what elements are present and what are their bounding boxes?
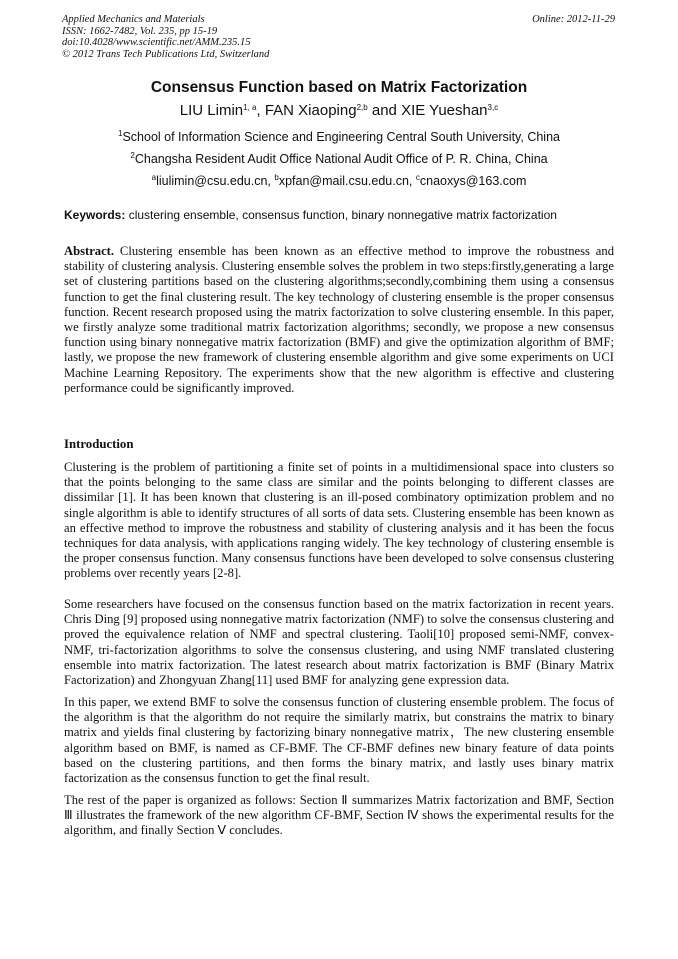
email-link[interactable]: xpfan@mail.csu.edu.cn, <box>278 174 416 188</box>
affiliation-superscript: 2 <box>130 151 135 160</box>
author-superscript: 1, a <box>243 103 257 112</box>
author-line <box>0 102 678 119</box>
email-superscript: a <box>151 173 157 182</box>
journal-name: Applied Mechanics and Materials <box>62 14 205 25</box>
affiliation <box>0 152 678 166</box>
author-separator: and <box>367 102 402 119</box>
email-superscript: c <box>415 173 420 182</box>
affiliation <box>0 130 678 144</box>
journal-doi: doi:10.4028/www.scientific.net/AMM.235.15 <box>62 37 251 48</box>
keywords-text: clustering ensemble, consensus function, binary nonnegative matrix factorization <box>125 208 557 222</box>
body-paragraph: Some researchers have focused on the consensus function based on the matrix factorization in recent years. Chris Ding [9] proposed using nonnegative matrix factorization (NMF) to solve the consensus clustering and proved the equivalence relation of NMF and spectral clustering. Taoli[10] proposed semi-NMF, convex-NMF, tri-factorization algorithms to solve the consensus clustering, and using NMF translated clustering ensemble into matrix factorization. The latest research about matrix factorization is BMF (Binary Matrix Factorization) and Zhongyuan Zhang[11] used BMF for analyzing gene expression data. <box>64 597 614 688</box>
author-superscript: 2,b <box>356 103 368 112</box>
journal-issn: ISSN: 1662-7482, Vol. 235, pp 15-19 <box>62 25 218 37</box>
author-name: XIE Yueshan <box>401 102 488 119</box>
affiliation-text: School of Information Science and Engineering Central South University, China <box>122 130 560 144</box>
author-superscript: 3,c <box>487 103 499 112</box>
journal-header <box>62 14 269 60</box>
abstract-text: Clustering ensemble has been known as an effective method to improve the robustness and stability of clustering analysis. Clustering ensemble solves the problem in two steps:firstly,generating a large set of clustering partitions based on the clustering algorithms;secondly,combining them using a consensus function to get the final clustering result. The key technology of clustering ensemble is the proper consensus function. Recent research proposed using the matrix factorization to solve clustering ensemble. In this paper, we firstly analyze some traditional matrix factorization algorithms; secondly, we propose a new consensus function using binary nonnegative matrix factorization (BMF) and give the optimization algorithm of BMF; lastly, we propose the new framework of clustering ensemble algorithm and give some experiments on UCI Machine Learning Repository. The experiments show that the new algorithm is effective and clustering performance could be significantly improved. <box>64 244 614 395</box>
online-date: Online: 2012-11-29 <box>532 14 615 25</box>
section-heading: Introduction <box>64 437 134 451</box>
email-superscript: b <box>274 173 279 182</box>
affiliation-superscript: 1 <box>118 129 123 138</box>
keywords-label: Keywords: <box>64 208 126 222</box>
author-name: FAN Xiaoping <box>264 102 357 119</box>
body-paragraph: In this paper, we extend BMF to solve the consensus function of clustering ensemble problem. The focus of the algorithm is that the algorithm do not require the similarly matrix, but constrains the matrix to binary matrix and yields final clustering by factorizing binary nonnegative matrix，The new clustering ensemble algorithm based on BMF, is named as CF-BMF. The CF-BMF defines new binary feature of data points based on the clustering partitions, and then forms the binary matrix, and lastly uses binary matrix factorization as the consensus function to get the final result. <box>64 695 614 786</box>
author-name: LIU Limin <box>179 102 244 119</box>
paper-title: Consensus Function based on Matrix Factorization <box>150 79 528 96</box>
abstract-label: Abstract. <box>64 244 115 258</box>
email-link[interactable]: cnaoxys@163.com <box>419 174 527 188</box>
body-paragraph: The rest of the paper is organized as follows: Section Ⅱ summarizes Matrix factorization and BMF, Section Ⅲ illustrates the framework of the new algorithm CF-BMF, Section Ⅳ shows the experimental results for the algorithm, and finally Section Ⅴ concludes. <box>64 793 614 838</box>
author-emails <box>0 174 678 188</box>
journal-copyright: © 2012 Trans Tech Publications Ltd, Switzerland <box>62 48 270 60</box>
author-separator: , <box>256 102 265 119</box>
email-link[interactable]: liulimin@csu.edu.cn, <box>156 174 275 188</box>
keywords <box>64 208 557 222</box>
abstract <box>64 244 614 396</box>
body-paragraph: Clustering is the problem of partitioning a finite set of points in a multidimensional space into clusters so that the points belonging to the same class are similar and the points belonging to different classes are dissimilar [1]. It has been known that clustering is an ill-posed combinatory optimization problem and no single algorithm is able to identify structures of all sorts of data sets. Clustering ensemble has been known as an effective method to improve the robustness and stability of clustering analysis and it has been the focus techniques for data analysis, with applications ranging widely. The key technology of clustering ensemble is the proper consensus function. Many consensus functions have been developed to solve consensus clustering problems over recently years [2-8]. <box>64 460 614 581</box>
affiliation-text: Changsha Resident Audit Office National Audit Office of P. R. China, China <box>134 152 548 166</box>
